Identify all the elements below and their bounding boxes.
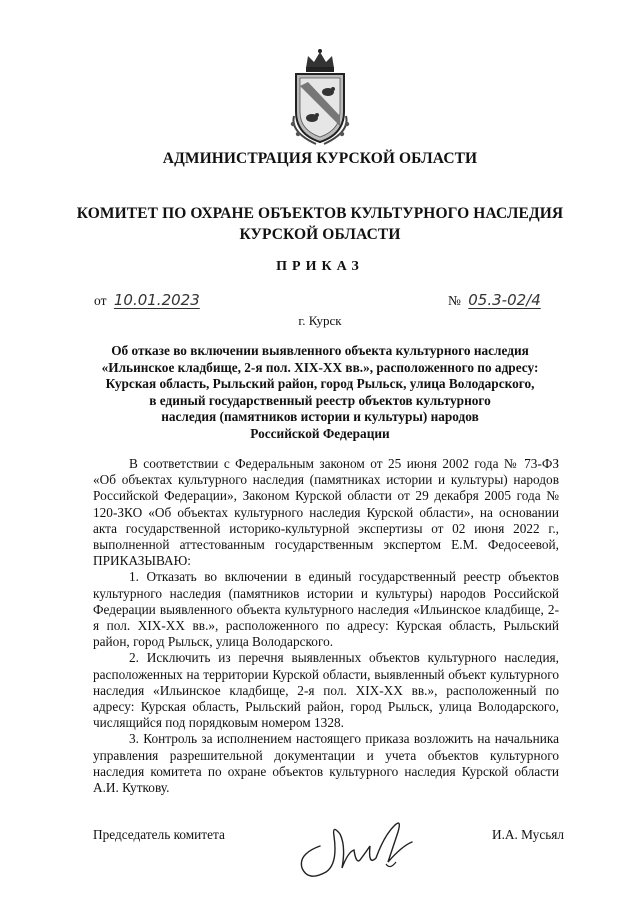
title-line: Курская область, Рыльский район, город Рыльск, улица Володарского, bbox=[105, 376, 535, 391]
title-line: наследия (памятников истории и культуры) народов bbox=[161, 409, 479, 424]
order-title bbox=[84, 343, 556, 442]
order-number bbox=[448, 291, 541, 309]
handwritten-signature-icon bbox=[290, 806, 440, 886]
kursk-coat-of-arms-icon bbox=[288, 46, 352, 146]
committee-line-2: КУРСКОЙ ОБЛАСТИ bbox=[239, 226, 401, 243]
number-value: 05.3-02/4 bbox=[468, 291, 541, 309]
organization-name: АДМИНИСТРАЦИЯ КУРСКОЙ ОБЛАСТИ bbox=[162, 150, 478, 167]
date-prefix: от bbox=[94, 293, 107, 308]
title-line: Российской Федерации bbox=[250, 425, 390, 441]
order-date bbox=[94, 291, 200, 309]
paragraph-item-1: 1. Отказать во включении в единый государственный реестр объектов культурного наследия (памятников истории и культуры) народов Российской Федерации выявленного объекта культурного наследия «Ильинское кладбище, 2-я пол. XIX-XX вв.», расположенного по адресу: Курская область, Рыльский район, город Рыльск, улица Володарского. bbox=[93, 569, 559, 650]
signatory-position: Председатель комитета bbox=[93, 827, 225, 842]
document-type: ПРИКАЗ bbox=[276, 259, 364, 274]
date-value: 10.01.2023 bbox=[113, 291, 200, 309]
paragraph-item-3: 3. Контроль за исполнением настоящего приказа возложить на начальника управления разрешительной документации и учета объектов культурного наследия комитета по охране объектов культурного наследия Курской области А.И. Куткову. bbox=[93, 731, 559, 796]
committee-name bbox=[0, 203, 640, 245]
title-line: «Ильинское кладбище, 2-я пол. XIX-XX вв.», расположенного по адресу: bbox=[101, 359, 539, 375]
order-body bbox=[93, 456, 559, 796]
number-prefix: № bbox=[448, 293, 461, 308]
title-line: Об отказе во включении выявленного объекта культурного наследия bbox=[111, 343, 529, 358]
signatory-name: И.А. Мусьял bbox=[492, 827, 565, 842]
paragraph-item-2: 2. Исключить из перечня выявленных объектов культурного наследия, расположенных на территории Курской области, выявленный объект культурного наследия «Ильинское кладбище, 2-я пол. XIX-XX вв.», расположенный по адресу: Курская область, Рыльский район, город Рыльск, улица Володарского, числящийся под порядковым номером 1328. bbox=[93, 650, 559, 731]
city: г. Курск bbox=[298, 313, 342, 328]
paragraph-preamble: В соответствии с Федеральным законом от 25 июня 2002 года № 73-ФЗ «Об объектах культурного наследия (памятниках истории и культуры) народов Российской Федерации», Законом Курской области от 29 декабря 2005 года № 120-ЗКО «Об объектах культурного наследия Курской области», на основании акта государственной историко-культурной экспертизы от 02 июня 2022 г., выполненной аттестованным государственным экспертом Е.М. Федосеевой, ПРИКАЗЫВАЮ: bbox=[93, 456, 559, 569]
committee-line-1: КОМИТЕТ ПО ОХРАНЕ ОБЪЕКТОВ КУЛЬТУРНОГО НАСЛЕДИЯ bbox=[76, 205, 564, 222]
title-line: в единый государственный реестр объектов культурного bbox=[149, 392, 491, 408]
